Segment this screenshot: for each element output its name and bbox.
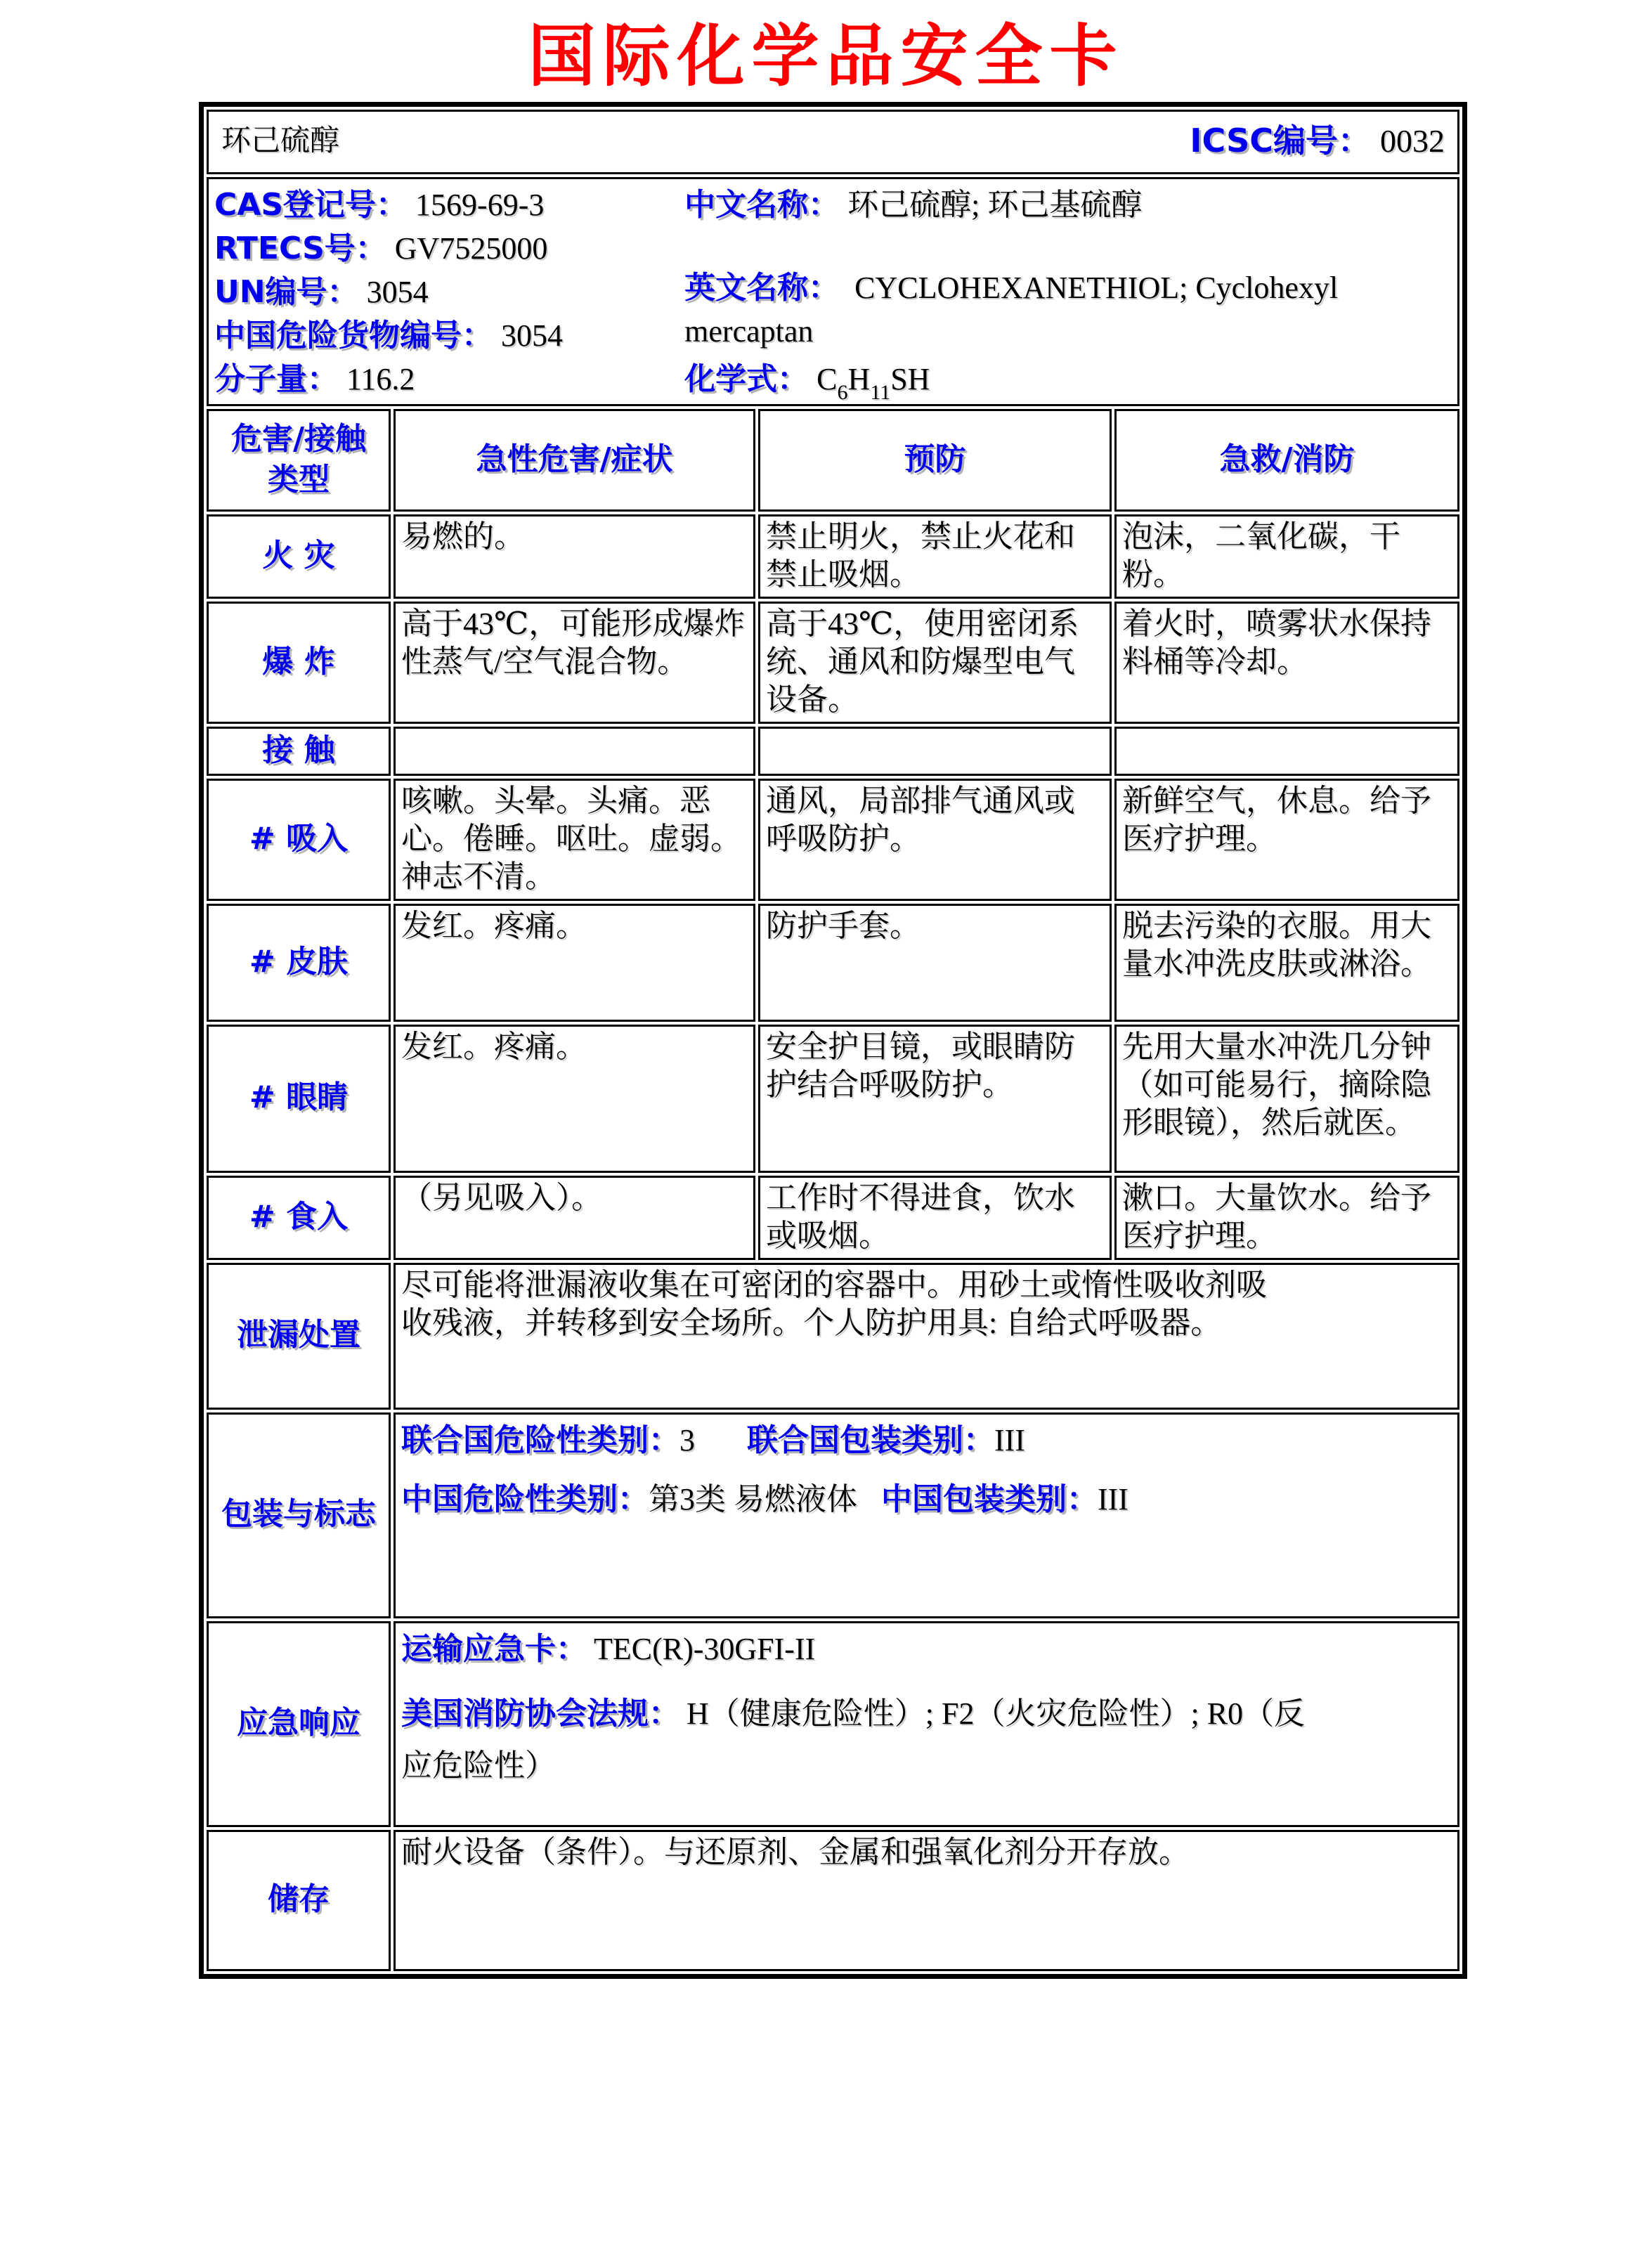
table-row-packaging [207,1412,1459,1618]
spill-text-cell: 尽可能将泄漏液收集在可密闭的容器中。用砂土或惰性吸收剂吸收残液，并转移到安全场所。个人防护用具: 自给式呼吸器。 [394,1263,1459,1410]
eyes-type-label: # 眼睛 [207,1025,391,1173]
identification-right-column [684,183,1452,404]
cn-classification-line: 中国危险性类别：第3类 易燃液体 中国包装类别：III [401,1481,1129,1517]
nfpa-code-line: 美国消防协会法规： H（健康危险性）; F2（火灾危险性）; R0（反应危险性） [401,1695,1306,1783]
packaging-section-label: 包装与标志 [207,1412,391,1618]
hazard-header-row [207,409,1459,512]
spill-section-label: 泄漏处置 [207,1263,391,1410]
identification-left-column [214,183,684,401]
table-row-inhalation [207,779,1459,901]
molecular-weight-line: 分子量： 116.2 [214,360,415,397]
ingestion-symptoms-cell: （另见吸入）。 [394,1176,755,1260]
table-row-skin [207,904,1459,1022]
card-header-row [207,110,1459,174]
table-row-ingestion [207,1176,1459,1260]
packaging-text-cell [394,1412,1459,1618]
ingestion-firstaid-cell: 漱口。大量饮水。给予医疗护理。 [1114,1176,1459,1260]
inhalation-prevention-cell: 通风，局部排气通风或呼吸防护。 [758,779,1112,901]
table-row-spill [207,1263,1459,1410]
icsc-number-label: ICSC编号： [1190,122,1371,160]
emergency-section-label: 应急响应 [207,1621,391,1827]
inhalation-symptoms-cell: 咳嗽。头晕。头痛。恶心。倦睡。呕吐。虚弱。神志不清。 [394,779,755,901]
cas-number-line: CAS登记号： 1569-69-3 [214,186,545,223]
transport-emergency-card-line: 运输应急卡： TEC(R)-30GFI-II [401,1630,816,1667]
skin-type-label: # 皮肤 [207,904,391,1022]
identification-cell [207,177,1459,406]
un-classification-line: 联合国危险性类别：3 联合国包装类别：III [401,1422,1025,1458]
icsc-number-group [1190,122,1445,160]
china-dg-number-line: 中国危险货物编号： 3054 [214,317,563,353]
un-number-line: UN编号： 3054 [214,273,429,310]
inhalation-type-label: # 吸入 [207,779,391,901]
rtecs-number-line: RTECS号： GV7525000 [214,230,548,266]
fire-firstaid-cell: 泡沫，二氧化碳，干粉。 [1114,514,1459,599]
storage-text-cell: 耐火设备（条件）。与还原剂、金属和强氧化剂分开存放。 [394,1830,1459,1971]
eyes-prevention-cell: 安全护目镜，或眼睛防护结合呼吸防护。 [758,1025,1112,1173]
card-header-cell [207,110,1459,174]
fire-prevention-cell: 禁止明火，禁止火花和禁止吸烟。 [758,514,1112,599]
identification-row [207,177,1459,406]
table-row-explosion [207,602,1459,724]
table-row-contact [207,727,1459,776]
icsc-card-table [199,102,1467,1979]
chemical-formula-line: 化学式： $C_6H_{11}SH$ [684,360,930,404]
contact-firstaid-cell [1114,727,1459,776]
explosion-symptoms-cell: 高于43℃，可能形成爆炸性蒸气/空气混合物。 [394,602,755,724]
ingestion-type-label: # 食入 [207,1176,391,1260]
table-row-storage [207,1830,1459,1971]
contact-type-label: 接 触 [207,727,391,776]
explosion-prevention-cell: 高于43℃，使用密闭系统、通风和防爆型电气设备。 [758,602,1112,724]
english-name-line: 英文名称： CYCLOHEXANETHIOL; Cyclohexyl mercaptan [684,269,1339,349]
skin-prevention-cell: 防护手套。 [758,904,1112,1022]
ingestion-prevention-cell: 工作时不得进食，饮水或吸烟。 [758,1176,1112,1260]
inhalation-firstaid-cell: 新鲜空气，休息。给予医疗护理。 [1114,779,1459,901]
table-row-fire [207,514,1459,599]
hazard-header-symptoms: 急性危害/症状 [394,409,755,512]
fire-symptoms-cell: 易燃的。 [394,514,755,599]
substance-name: 环己硫醇 [221,124,340,157]
skin-firstaid-cell: 脱去污染的衣服。用大量水冲洗皮肤或淋浴。 [1114,904,1459,1022]
storage-section-label: 储存 [207,1830,391,1971]
hazard-header-firstaid: 急救/消防 [1114,409,1459,512]
eyes-symptoms-cell: 发红。疼痛。 [394,1025,755,1173]
page-title: 国际化学品安全卡 [528,17,1124,96]
explosion-firstaid-cell: 着火时，喷雾状水保持料桶等冷却。 [1114,602,1459,724]
hazard-header-prevention: 预防 [758,409,1112,512]
fire-type-label: 火 灾 [207,514,391,599]
skin-symptoms-cell: 发红。疼痛。 [394,904,755,1022]
explosion-type-label: 爆 炸 [207,602,391,724]
table-row-eyes [207,1025,1459,1173]
table-row-emergency [207,1621,1459,1827]
contact-prevention-cell [758,727,1112,776]
chinese-name-line: 中文名称： 环己硫醇; 环己基硫醇 [684,186,1143,223]
hazard-header-type: 危害/接触 类型 [207,409,391,512]
eyes-firstaid-cell: 先用大量水冲洗几分钟（如可能易行，摘除隐形眼镜），然后就医。 [1114,1025,1459,1173]
icsc-number-value: 0032 [1380,123,1445,160]
emergency-text-cell [394,1621,1459,1827]
contact-symptoms-cell [394,727,755,776]
